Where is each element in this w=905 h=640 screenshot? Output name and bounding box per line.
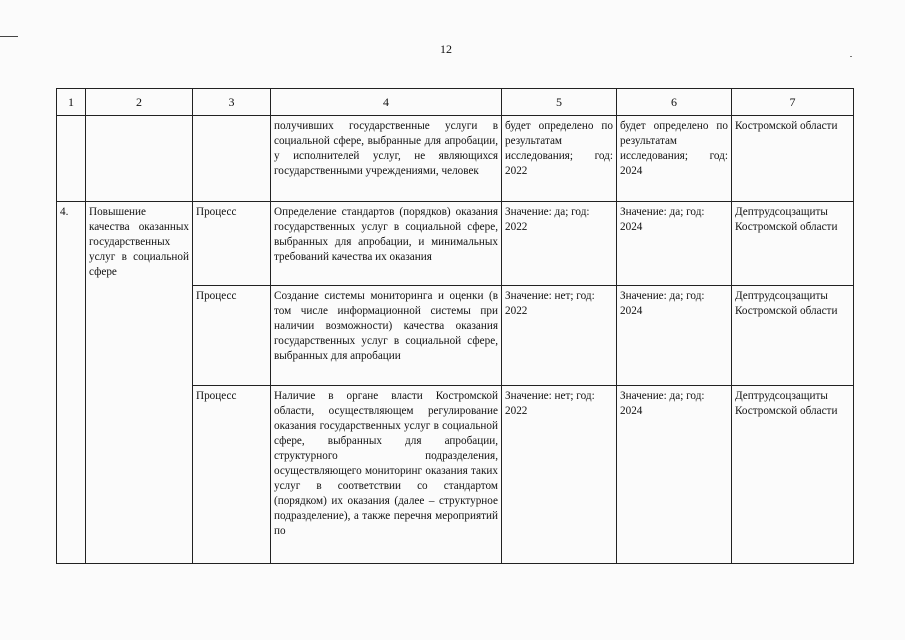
- item-title: Повышение качества оказанных государственных услуг в социальной сфере: [86, 202, 193, 564]
- scan-artifact: [850, 56, 852, 57]
- continuation-row: [57, 116, 854, 202]
- indicators-table: [56, 88, 854, 564]
- empty-cell: [86, 116, 193, 202]
- base-value-cell: Значение: нет; год: 2022: [502, 386, 617, 564]
- margin-mark: [0, 36, 18, 37]
- column-header: 3: [193, 89, 271, 116]
- target-value-cell: будет определено по результатам исследования; год: 2024: [617, 116, 732, 202]
- column-header: 5: [502, 89, 617, 116]
- target-value-cell: Значение: да; год: 2024: [617, 386, 732, 564]
- column-header: 1: [57, 89, 86, 116]
- target-value-cell: Значение: да; год: 2024: [617, 286, 732, 386]
- responsible-cell: Дептрудсоцзащиты Костромской области: [732, 386, 854, 564]
- page-number: 12: [440, 42, 452, 56]
- empty-cell: [57, 116, 86, 202]
- responsible-cell: Дептрудсоцзащиты Костромской области: [732, 286, 854, 386]
- base-value-cell: будет определено по результатам исследования; год: 2022: [502, 116, 617, 202]
- column-header: 6: [617, 89, 732, 116]
- type-cell: Процесс: [193, 386, 271, 564]
- responsible-cell: Дептрудсоцзащиты Костромской области: [732, 202, 854, 286]
- indicator-cell: Наличие в органе власти Костромской области, осуществляющем регулирование оказания государственных услуг в социальной сфере, выбранных для апробации, структурного подразделения, осуществляющего мониторинг оказания таких услуг в соответствии со стандартом (порядком) их оказания (далее – структурное подразделение), а также перечня мероприятий по: [271, 386, 502, 564]
- item-number: 4.: [57, 202, 86, 564]
- type-cell: Процесс: [193, 286, 271, 386]
- table-header-row: [57, 89, 854, 116]
- base-value-cell: Значение: нет; год: 2022: [502, 286, 617, 386]
- indicator-cell: Определение стандартов (порядков) оказания государственных услуг в социальной сфере, выбранных для апробации, и минимальных требований качества их оказания: [271, 202, 502, 286]
- column-header: 7: [732, 89, 854, 116]
- indicator-cell: Создание системы мониторинга и оценки (в том числе информационной системы при наличии возможности) качества оказания государственных услуг в социальной сфере, выбранных для апробации: [271, 286, 502, 386]
- type-cell: Процесс: [193, 202, 271, 286]
- empty-cell: [193, 116, 271, 202]
- target-value-cell: Значение: да; год: 2024: [617, 202, 732, 286]
- base-value-cell: Значение: да; год: 2022: [502, 202, 617, 286]
- indicator-cell: получивших государственные услуги в социальной сфере, выбранные для апробации, у исполнителей услуг, не являющихся государственными учреждениями, человек: [271, 116, 502, 202]
- column-header: 4: [271, 89, 502, 116]
- responsible-cell: Костромской области: [732, 116, 854, 202]
- column-header: 2: [86, 89, 193, 116]
- table-row: [57, 202, 854, 286]
